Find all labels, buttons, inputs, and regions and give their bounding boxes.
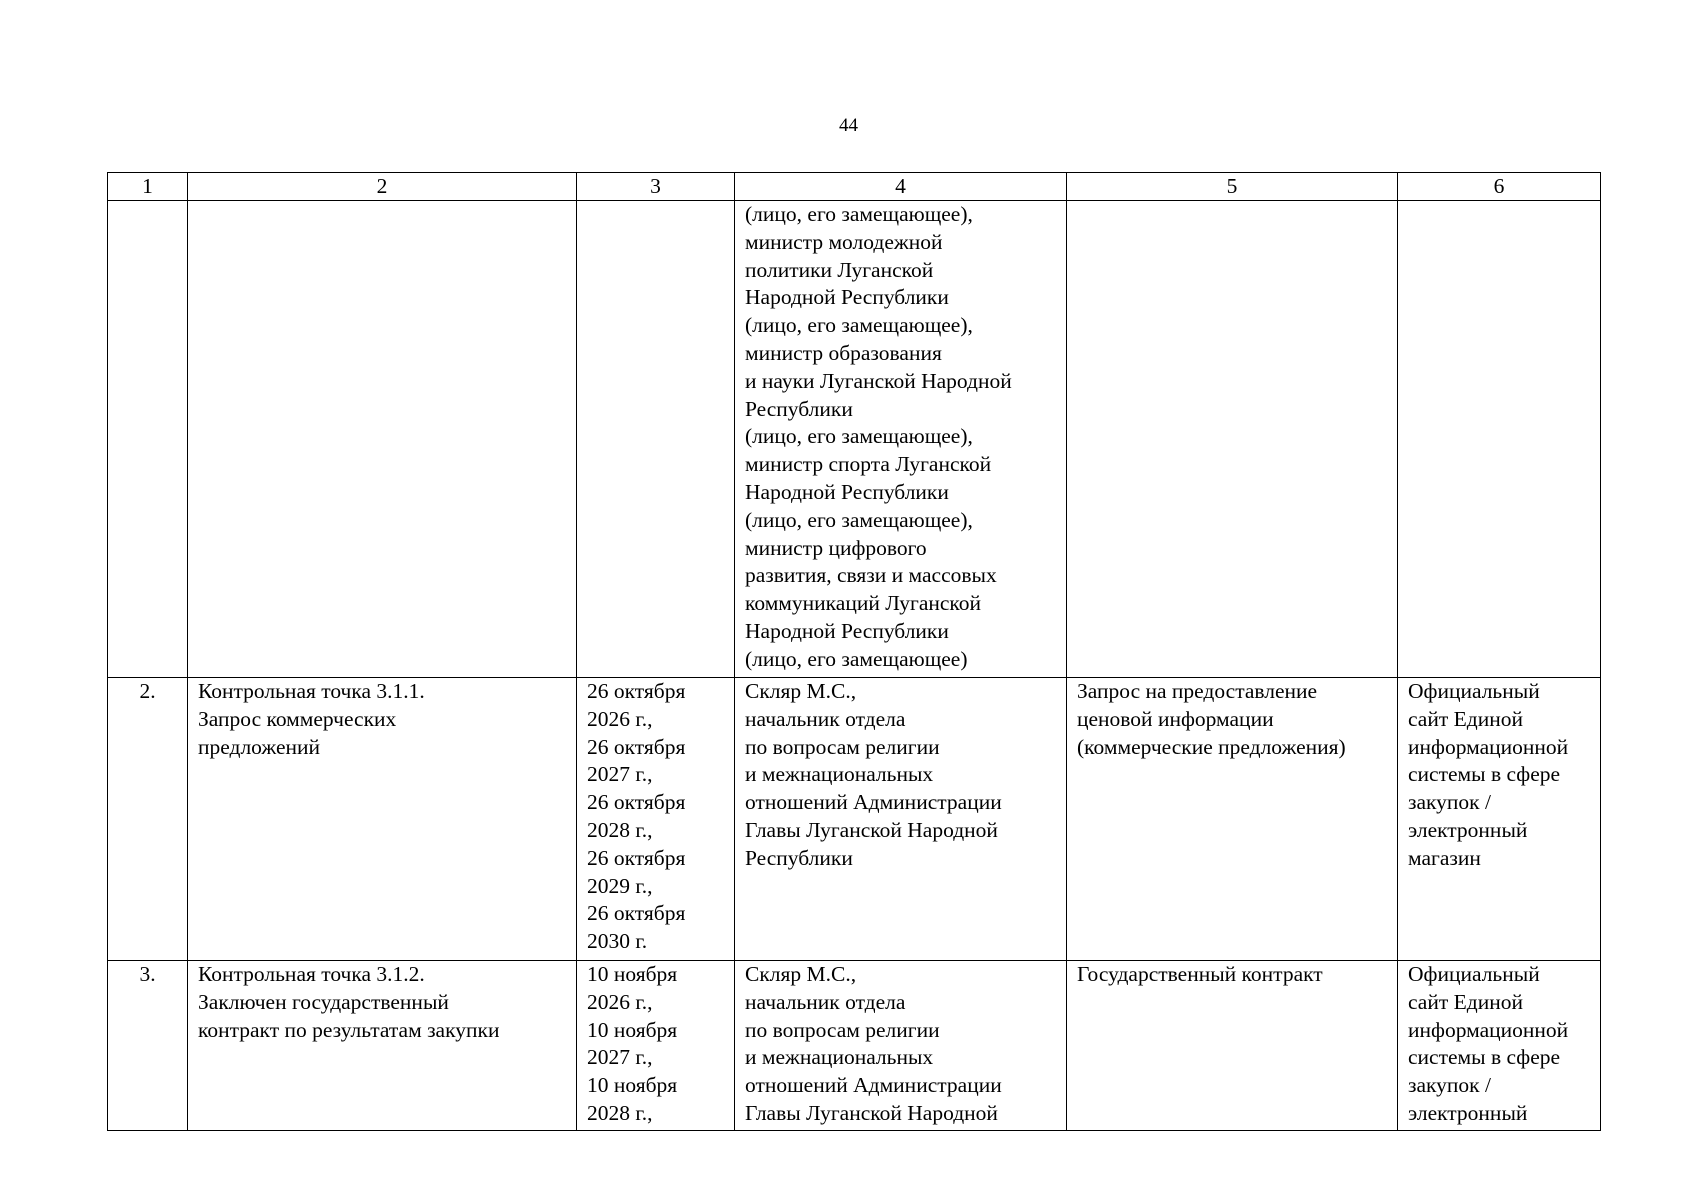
table-row — [108, 678, 1601, 961]
control-point-cell — [188, 201, 577, 678]
control-points-table — [107, 172, 1601, 1131]
information-system-cell — [1398, 201, 1601, 678]
information-system-cell: Официальный сайт Единой информационной системы в сфере закупок / электронный магазин — [1398, 678, 1601, 961]
column-header: 5 — [1067, 173, 1398, 201]
control-point-cell: Контрольная точка 3.1.2. Заключен государственный контракт по результатам закупки — [188, 961, 577, 1131]
dates-cell: 10 ноября 2026 г., 10 ноября 2027 г., 10 ноября 2028 г., — [577, 961, 735, 1131]
responsible-cell: Скляр М.С., начальник отдела по вопросам религии и межнациональных отношений Администрации Главы Луганской Народной — [735, 961, 1067, 1131]
row-number-cell: 3. — [108, 961, 188, 1131]
table-row — [108, 201, 1601, 678]
responsible-cell: Скляр М.С., начальник отдела по вопросам религии и межнациональных отношений Администрации Главы Луганской Народной Республики — [735, 678, 1067, 961]
row-number-cell: 2. — [108, 678, 188, 961]
dates-cell: 26 октября 2026 г., 26 октября 2027 г., 26 октября 2028 г., 26 октября 2029 г., 26 октября 2030 г. — [577, 678, 735, 961]
document-cell — [1067, 201, 1398, 678]
column-header: 6 — [1398, 173, 1601, 201]
row-number-cell — [108, 201, 188, 678]
page-number: 44 — [839, 115, 858, 136]
dates-cell — [577, 201, 735, 678]
column-header: 1 — [108, 173, 188, 201]
control-point-cell: Контрольная точка 3.1.1. Запрос коммерческих предложений — [188, 678, 577, 961]
table-header-row — [108, 173, 1601, 201]
information-system-cell: Официальный сайт Единой информационной системы в сфере закупок / электронный — [1398, 961, 1601, 1131]
document-cell: Запрос на предоставление ценовой информации (коммерческие предложения) — [1067, 678, 1398, 961]
document-cell: Государственный контракт — [1067, 961, 1398, 1131]
responsible-cell: (лицо, его замещающее), министр молодежной политики Луганской Народной Республики (лицо, его замещающее), министр образования и науки Луганской Народной Республики (лицо, его замещающее), министр спорта Луганской Народной Республики (лицо, его замещающее), министр цифрового развития, связи и массовых коммуникаций Луганской Народной Республики (лицо, его замещающее) — [735, 201, 1067, 678]
column-header: 2 — [188, 173, 577, 201]
table-row — [108, 961, 1601, 1131]
column-header: 3 — [577, 173, 735, 201]
column-header: 4 — [735, 173, 1067, 201]
